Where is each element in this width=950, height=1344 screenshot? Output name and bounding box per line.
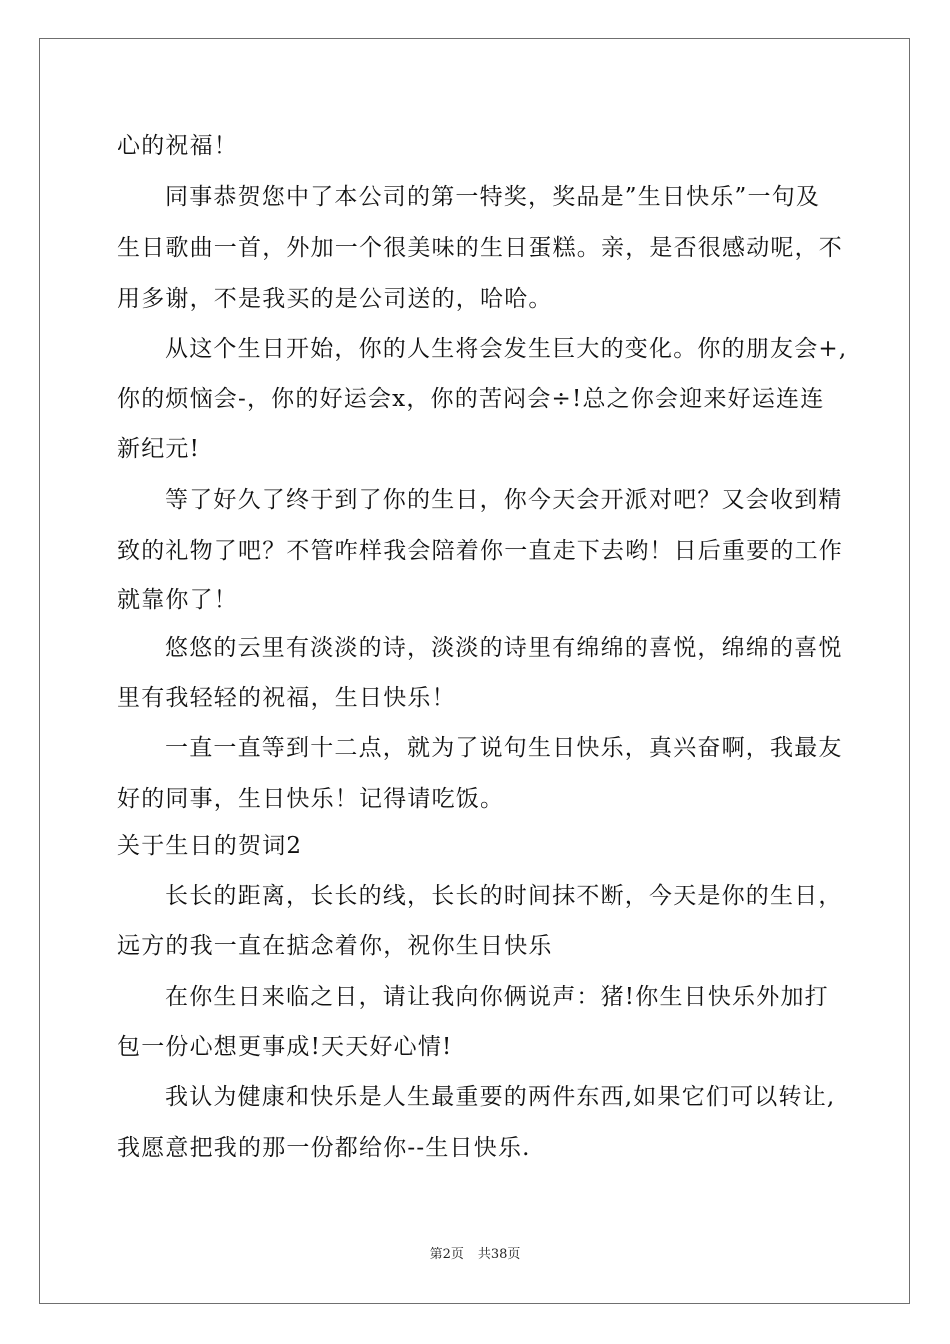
paragraph-start: 同事恭贺您中了本公司的第一特奖，奖品是”生日快乐”一句及 — [165, 184, 821, 210]
text-line: 用多谢，不是我买的是公司送的，哈哈。 — [117, 286, 553, 312]
page-footer — [0, 1246, 950, 1264]
paragraph-start: 长长的距离，长长的线，长长的时间抹不断，今天是你的生日， — [165, 883, 843, 909]
text-line: 就靠你了！ — [117, 587, 238, 613]
section-heading: 关于生日的贺词2 — [117, 833, 303, 859]
text-line: 新纪元! — [117, 436, 201, 462]
text-line: 生日歌曲一首，外加一个很美味的生日蛋糕。亲，是否很感动呢，不 — [117, 235, 843, 261]
paragraph-start: 等了好久了终于到了你的生日，你今天会开派对吧？又会收到精 — [165, 487, 843, 513]
text-line: 好的同事，生日快乐！记得请吃饭。 — [117, 786, 505, 812]
paragraph-start: 一直一直等到十二点，就为了说句生日快乐，真兴奋啊，我最友 — [165, 735, 843, 761]
paragraph-start: 从这个生日开始，你的人生将会发生巨大的变化。你的朋友会+, — [165, 336, 848, 362]
text-line: 我愿意把我的那一份都给你--生日快乐. — [117, 1135, 531, 1161]
text-line: 远方的我一直在掂念着你，祝你生日快乐 — [117, 933, 553, 959]
text-line: 包一份心想更事成!天天好心情! — [117, 1034, 453, 1060]
text-line: 致的礼物了吧？不管咋样我会陪着你一直走下去哟！日后重要的工作 — [117, 538, 843, 564]
paragraph-start: 悠悠的云里有淡淡的诗，淡淡的诗里有绵绵的喜悦，绵绵的喜悦 — [165, 635, 843, 661]
page-total: 共38页 — [477, 1247, 521, 1262]
text-line: 你的烦恼会-，你的好运会x，你的苦闷会÷!总之你会迎来好运连连 — [117, 386, 825, 412]
page-number: 第2页 — [429, 1247, 464, 1262]
paragraph-start: 在你生日来临之日，请让我向你俩说声：猪!你生日快乐外加打 — [165, 984, 829, 1010]
paragraph-start: 我认为健康和快乐是人生最重要的两件东西,如果它们可以转让, — [165, 1084, 836, 1110]
text-line: 心的祝福！ — [117, 133, 238, 159]
text-line: 里有我轻轻的祝福，生日快乐！ — [117, 685, 456, 711]
page-border — [39, 38, 910, 1304]
